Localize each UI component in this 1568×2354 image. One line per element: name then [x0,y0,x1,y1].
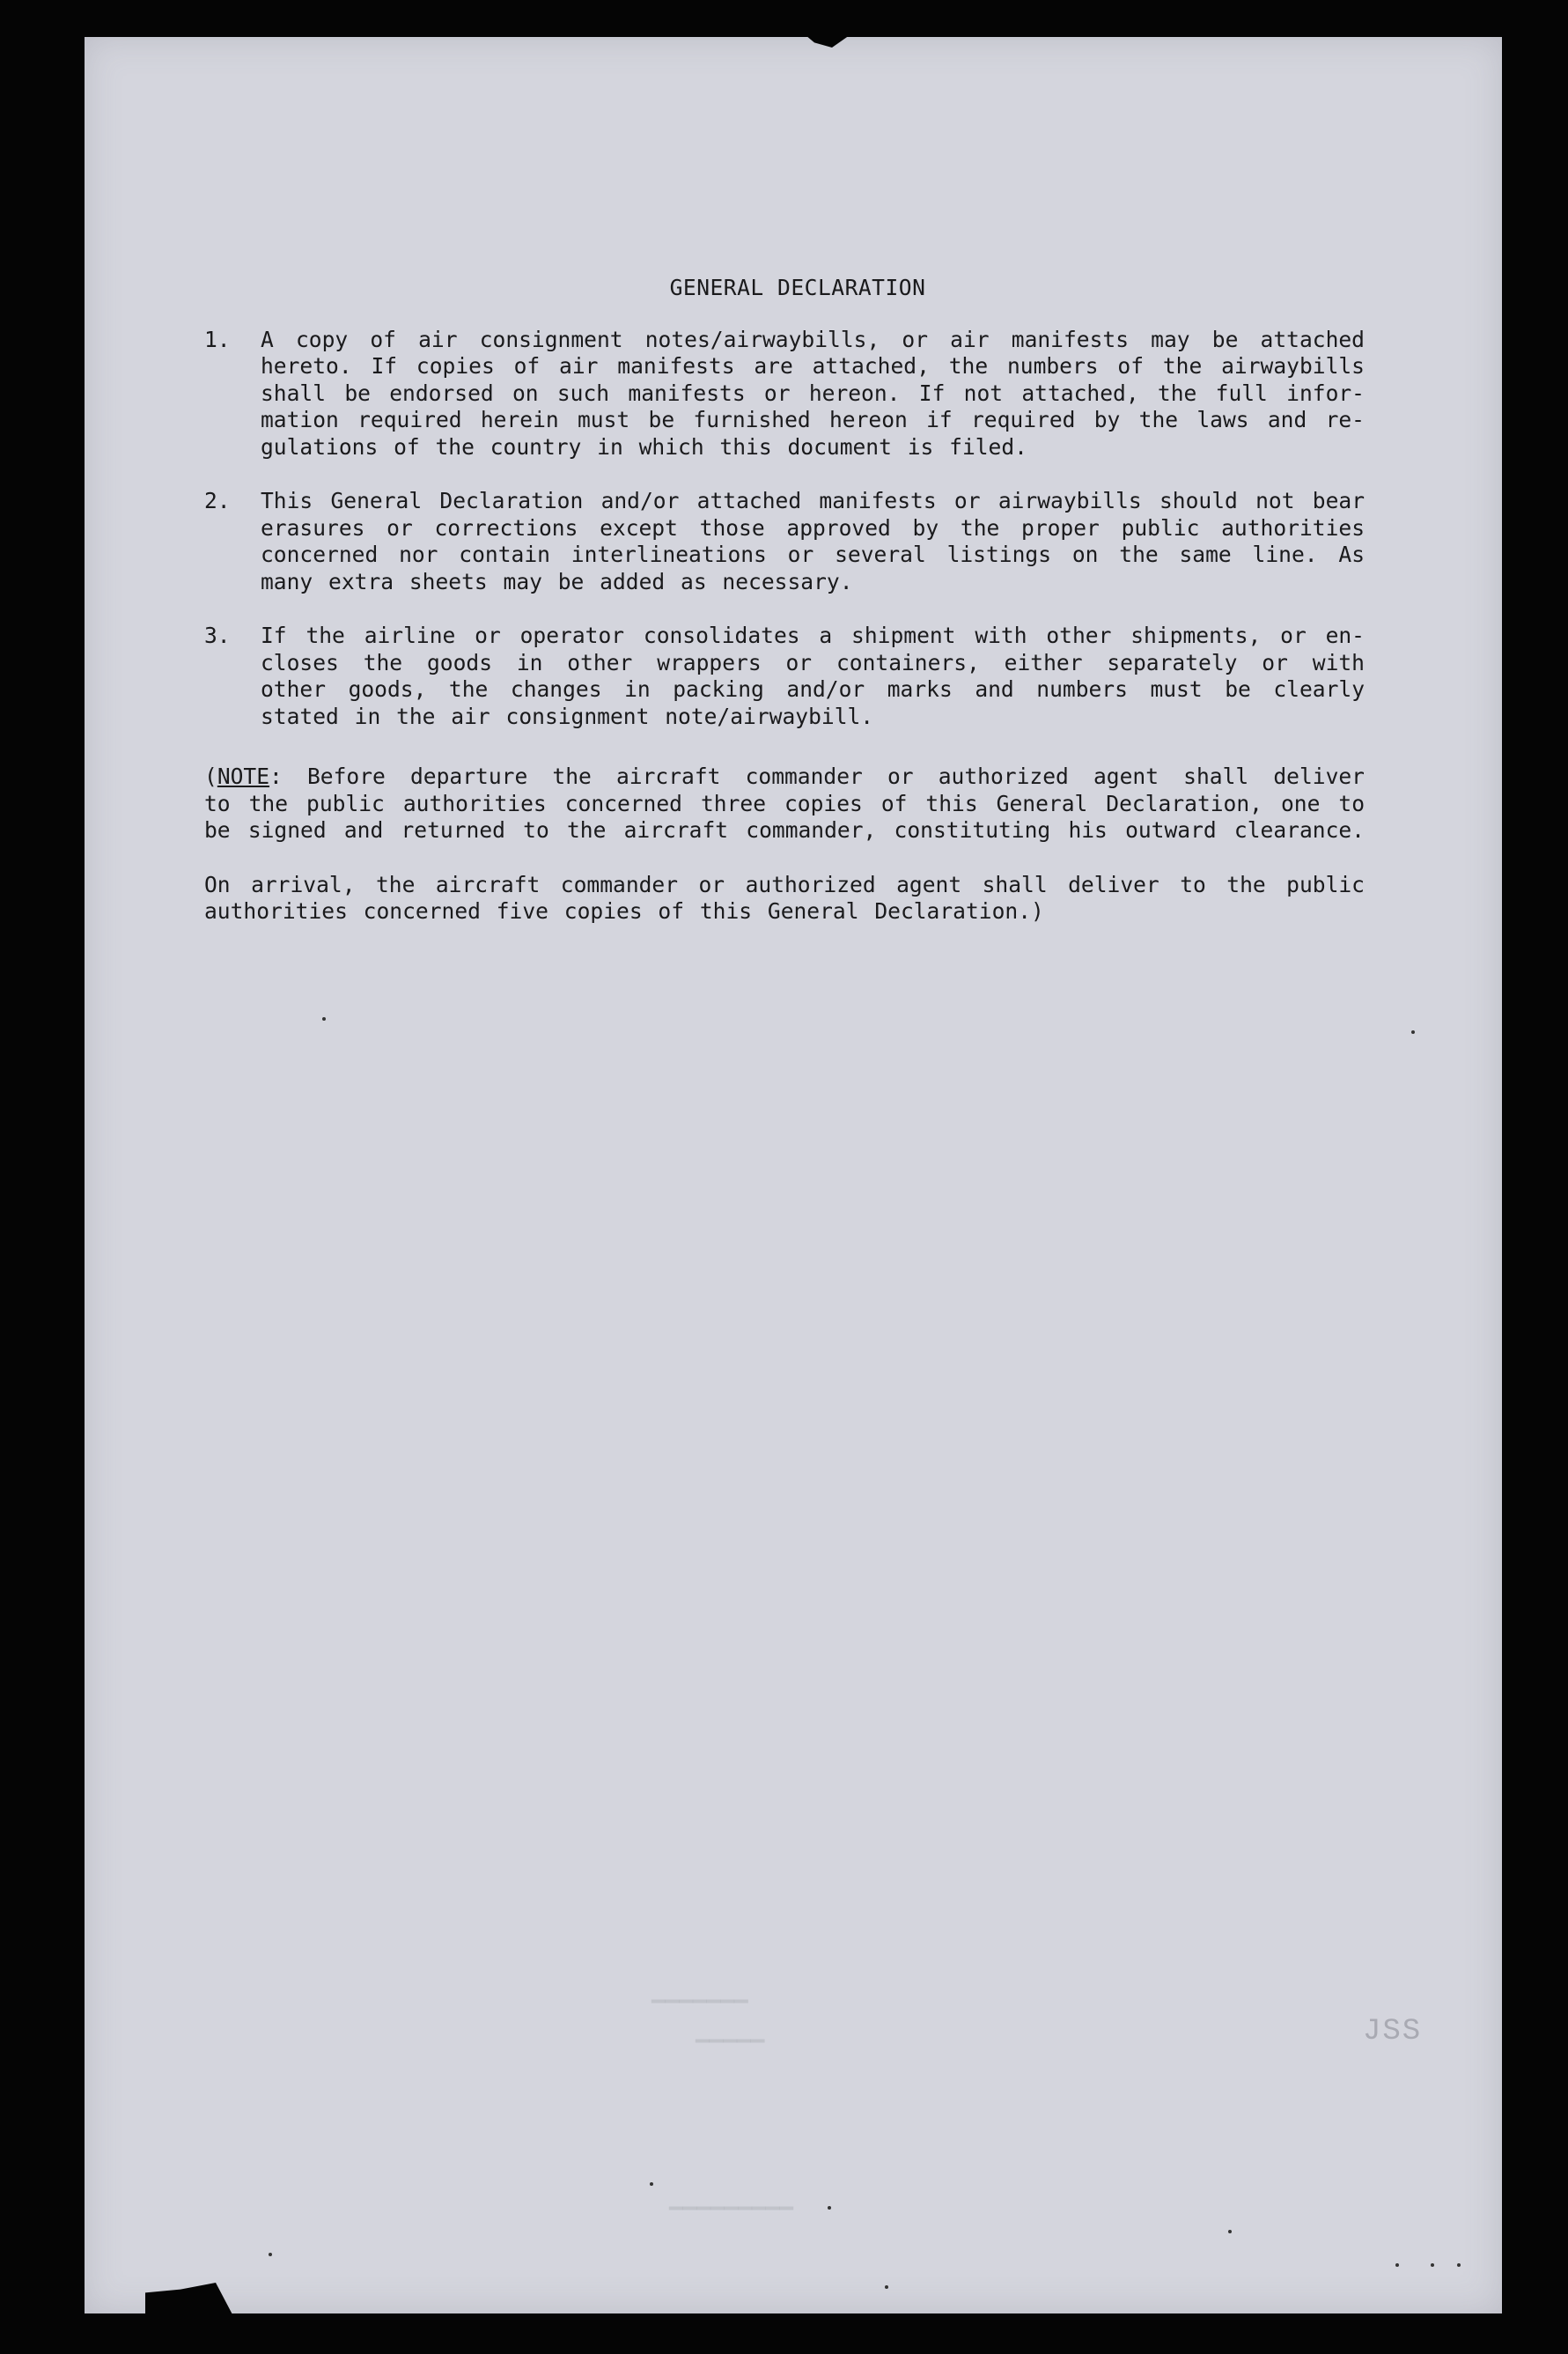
item-line: concerned nor contain interlineations or several listings on the same line. As [261,542,1365,567]
item-body [261,488,1365,595]
note-block [204,764,1365,926]
scan-speck [1431,2263,1434,2267]
item-line: erasures or corrections except those approved by the proper public authorities [261,514,1365,541]
note-open-paren: ( [204,764,217,789]
note-label: NOTE [217,764,270,789]
item-line: gulations of the country in which this document is filed. [261,433,1027,460]
scan-speck [1457,2263,1461,2267]
item-line: hereto. If copies of air manifests are attached, the numbers of the airwaybills [261,353,1365,379]
declaration-text [204,275,1365,953]
scan-speck [828,2206,831,2210]
scan-speck [885,2285,888,2289]
item-line: many extra sheets may be added as necessary. [261,568,853,594]
note-line: to the public authorities concerned three copies of this General Declaration, one to [204,790,1365,816]
item-line: This General Declaration and/or attached manifests or airwaybills should not bear [261,488,1365,513]
document-title: GENERAL DECLARATION [669,275,926,300]
item-number: 3. [204,623,231,648]
declaration-item [204,327,1365,461]
note-departure-paragraph [204,764,1365,845]
note-line: On arrival, the aircraft commander or authorized agent shall deliver to the public [204,871,1365,897]
note-line-text: : Before departure the aircraft commander or authorized agent shall deliver [269,764,1365,789]
item-line: closes the goods in other wrappers or containers, either separately or with [261,649,1365,675]
scan-speck [322,1017,326,1021]
note-line: authorities concerned five copies of this General Declaration.) [204,898,1044,924]
item-number: 2. [204,488,231,513]
scan-speck [1395,2263,1399,2267]
item-line: shall be endorsed on such manifests or hereon. If not attached, the full infor- [261,380,1365,406]
page-stamp: JSS [1363,2015,1423,2048]
note-arrival-paragraph [204,872,1365,926]
item-line: A copy of air consignment notes/airwaybills, or air manifests may be attached [261,326,1365,352]
item-number: 1. [204,326,231,352]
note-first-line [204,764,1365,791]
bleed-through-mark: ▁▁▁▁▁▁▁ [651,1978,748,2004]
item-line: mation required herein must be furnished hereon if required by the laws and re- [261,407,1365,432]
item-line: If the airline or operator consolidates a shipment with other shipments, or en- [261,623,1365,648]
declaration-item [204,488,1365,595]
bleed-through-mark: ▁▁▁▁▁▁▁▁▁ [669,2185,793,2211]
scan-speck [1228,2230,1232,2233]
scan-speck [269,2253,272,2256]
note-line: be signed and returned to the aircraft commander, constituting his outward clearance. [204,817,1365,843]
declaration-item [204,623,1365,730]
item-body [261,327,1365,461]
item-body [261,623,1365,730]
scan-speck [650,2182,653,2186]
scan-speck [1411,1030,1415,1034]
item-line: stated in the air consignment note/airwaybill. [261,703,874,729]
item-line: other goods, the changes in packing and/or marks and numbers must be clearly [261,676,1365,702]
bleed-through-mark: ▁▁▁▁▁ [696,2018,765,2044]
